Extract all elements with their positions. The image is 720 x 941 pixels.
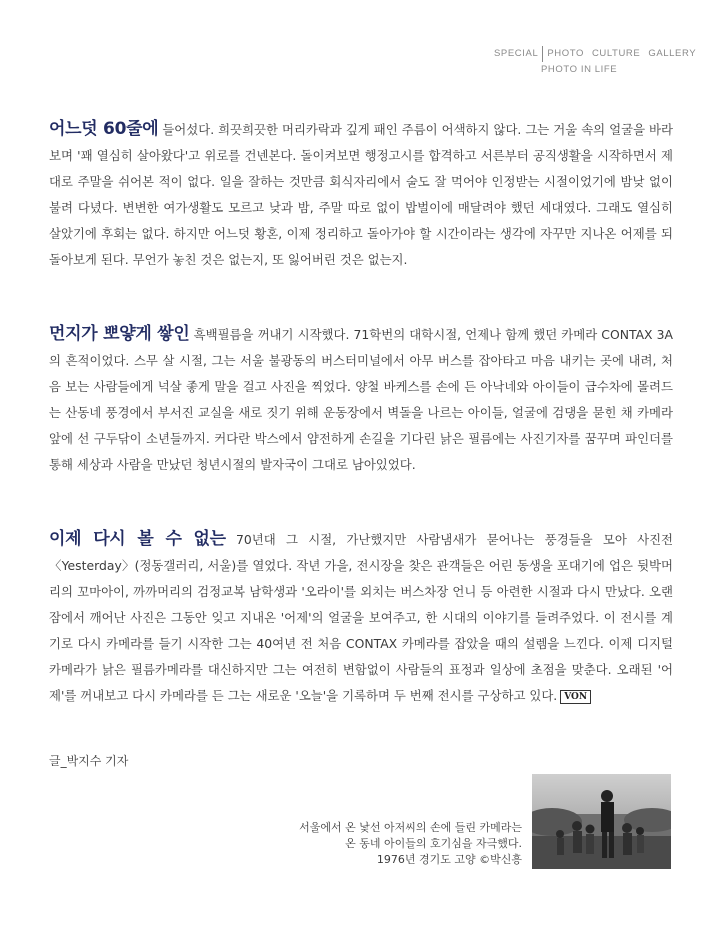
paragraph-1 [49,116,673,273]
caption-line: 서울에서 온 낯선 아저씨의 손에 들린 카메라는 [299,821,522,834]
category-culture[interactable]: CULTURE [591,48,641,59]
paragraph-lead: 먼지가 뽀얗게 쌓인 [49,324,190,344]
paragraph-body: 흑백필름을 꺼내기 시작했다. 71학번의 대학시절, 언제나 함께 했던 카메라 CONTAX 3A의 흔적이었다. 스무 살 시절, 그는 서울 불광동의 버스터미널에서 아무 버스를 잡아타고 마음 내키는 곳에 내려, 처음 보는 사람들에게 넉살 좋게 말을 걸고 사진을 찍었다. 양철 바케스를 손에 든 아낙네와 아이들이 급수차에 몰려드는 산동네 풍경에서 부서진 교실을 새로 짓기 위해 운동장에서 벽돌을 나르는 아이들, 얼굴에 검댕을 묻힌 채 카메라 앞에 선 구두닦이 소년들까지. 커다란 박스에서 얌전하게 손길을 기다린 낡은 필름에는 사진기자를 꿈꾸며 파인더를 통해 세상과 사람을 만났던 청년시절의 발자국이 그대로 남아있었다. [49,327,674,472]
paragraph-3 [49,526,673,709]
category-photo[interactable]: PHOTO [547,48,584,59]
paragraph-body: 들어섰다. 희끗희끗한 머리카락과 깊게 패인 주름이 어색하지 않다. 그는 거울 속의 얼굴을 바라보며 '꽤 열심히 살아왔다'고 위로를 건넨본다. 돌이켜보면 행정고시를 합격하고 서른부터 공직생활을 시작하면서 제대로 주말을 쉬어본 적이 없다. 일을 잘하는 것만큼 회식자리에서 술도 잘 먹어야 인정받는 시절이었기에 밤낮 없이 불려 다녔다. 변변한 여가생활도 모르고 낮과 밤, 주말 따로 없이 밥벌이에 매달려야 했던 세대였다. 그래도 열심히 살았기에 후회는 없다. 하지만 어느덧 황혼, 이제 정리하고 돌아가야 할 시간이라는 생각에 자꾸만 지나온 어제를 되돌아보게 된다. 무언가 놓친 것은 없는지, 또 잃어버린 것은 없는지. [49,122,673,267]
byline: 글_박지수 기자 [49,754,129,768]
section-header [494,46,696,78]
paragraph-lead: 어느덧 60줄에 [49,119,159,139]
paragraph-2 [49,321,673,478]
paragraph-body: 70년대 그 시절, 가난했지만 사람냄새가 묻어나는 풍경들을 모아 사진전 〈Yesterday〉(정동갤러리, 서울)를 열었다. 작년 가을, 전시장을 찾은 관객들은 어린 동생을 포대기에 업은 뒷박머리의 꼬마아이, 까까머리의 검정교복 남학생과 '오라이'를 외치는 버스차장 언니 등 아련한 시절과 다시 만났다. 오랜 잠에서 깨어난 사진은 그동안 잊고 지내온 '어제'의 얼굴을 보여주고, 한 시대의 이야기를 들려주었다. 이 전시를 계기로 다시 카메라를 들기 시작한 그는 40여년 전 처음 CONTAX 카메라를 잡았을 때의 설렘을 느낀다. 이제 디지털카메라가 낡은 필름카메라를 대신하지만 그는 여전히 변함없이 사람들의 표정과 일상에 초점을 맞춘다. 오래된 '어제'를 꺼내보고 다시 카메라를 든 그는 새로운 '오늘'을 기록하며 두 번째 전시를 구상하고 있다. [49,532,674,703]
caption-line: 1976년 경기도 고양 ©박신흥 [376,853,522,866]
subsection-label: PHOTO IN LIFE [541,64,618,75]
von-logo-mark: VON [560,690,591,704]
category-gallery[interactable]: GALLERY [648,48,697,59]
paragraph-lead: 이제 다시 볼 수 없는 [49,529,226,549]
photo-illustration [532,774,671,869]
section-label: SPECIAL [494,46,543,62]
bw-photo [532,774,671,869]
photo-caption [299,820,522,868]
caption-line: 온 동네 아이들의 호기심을 자극했다. [345,837,522,850]
